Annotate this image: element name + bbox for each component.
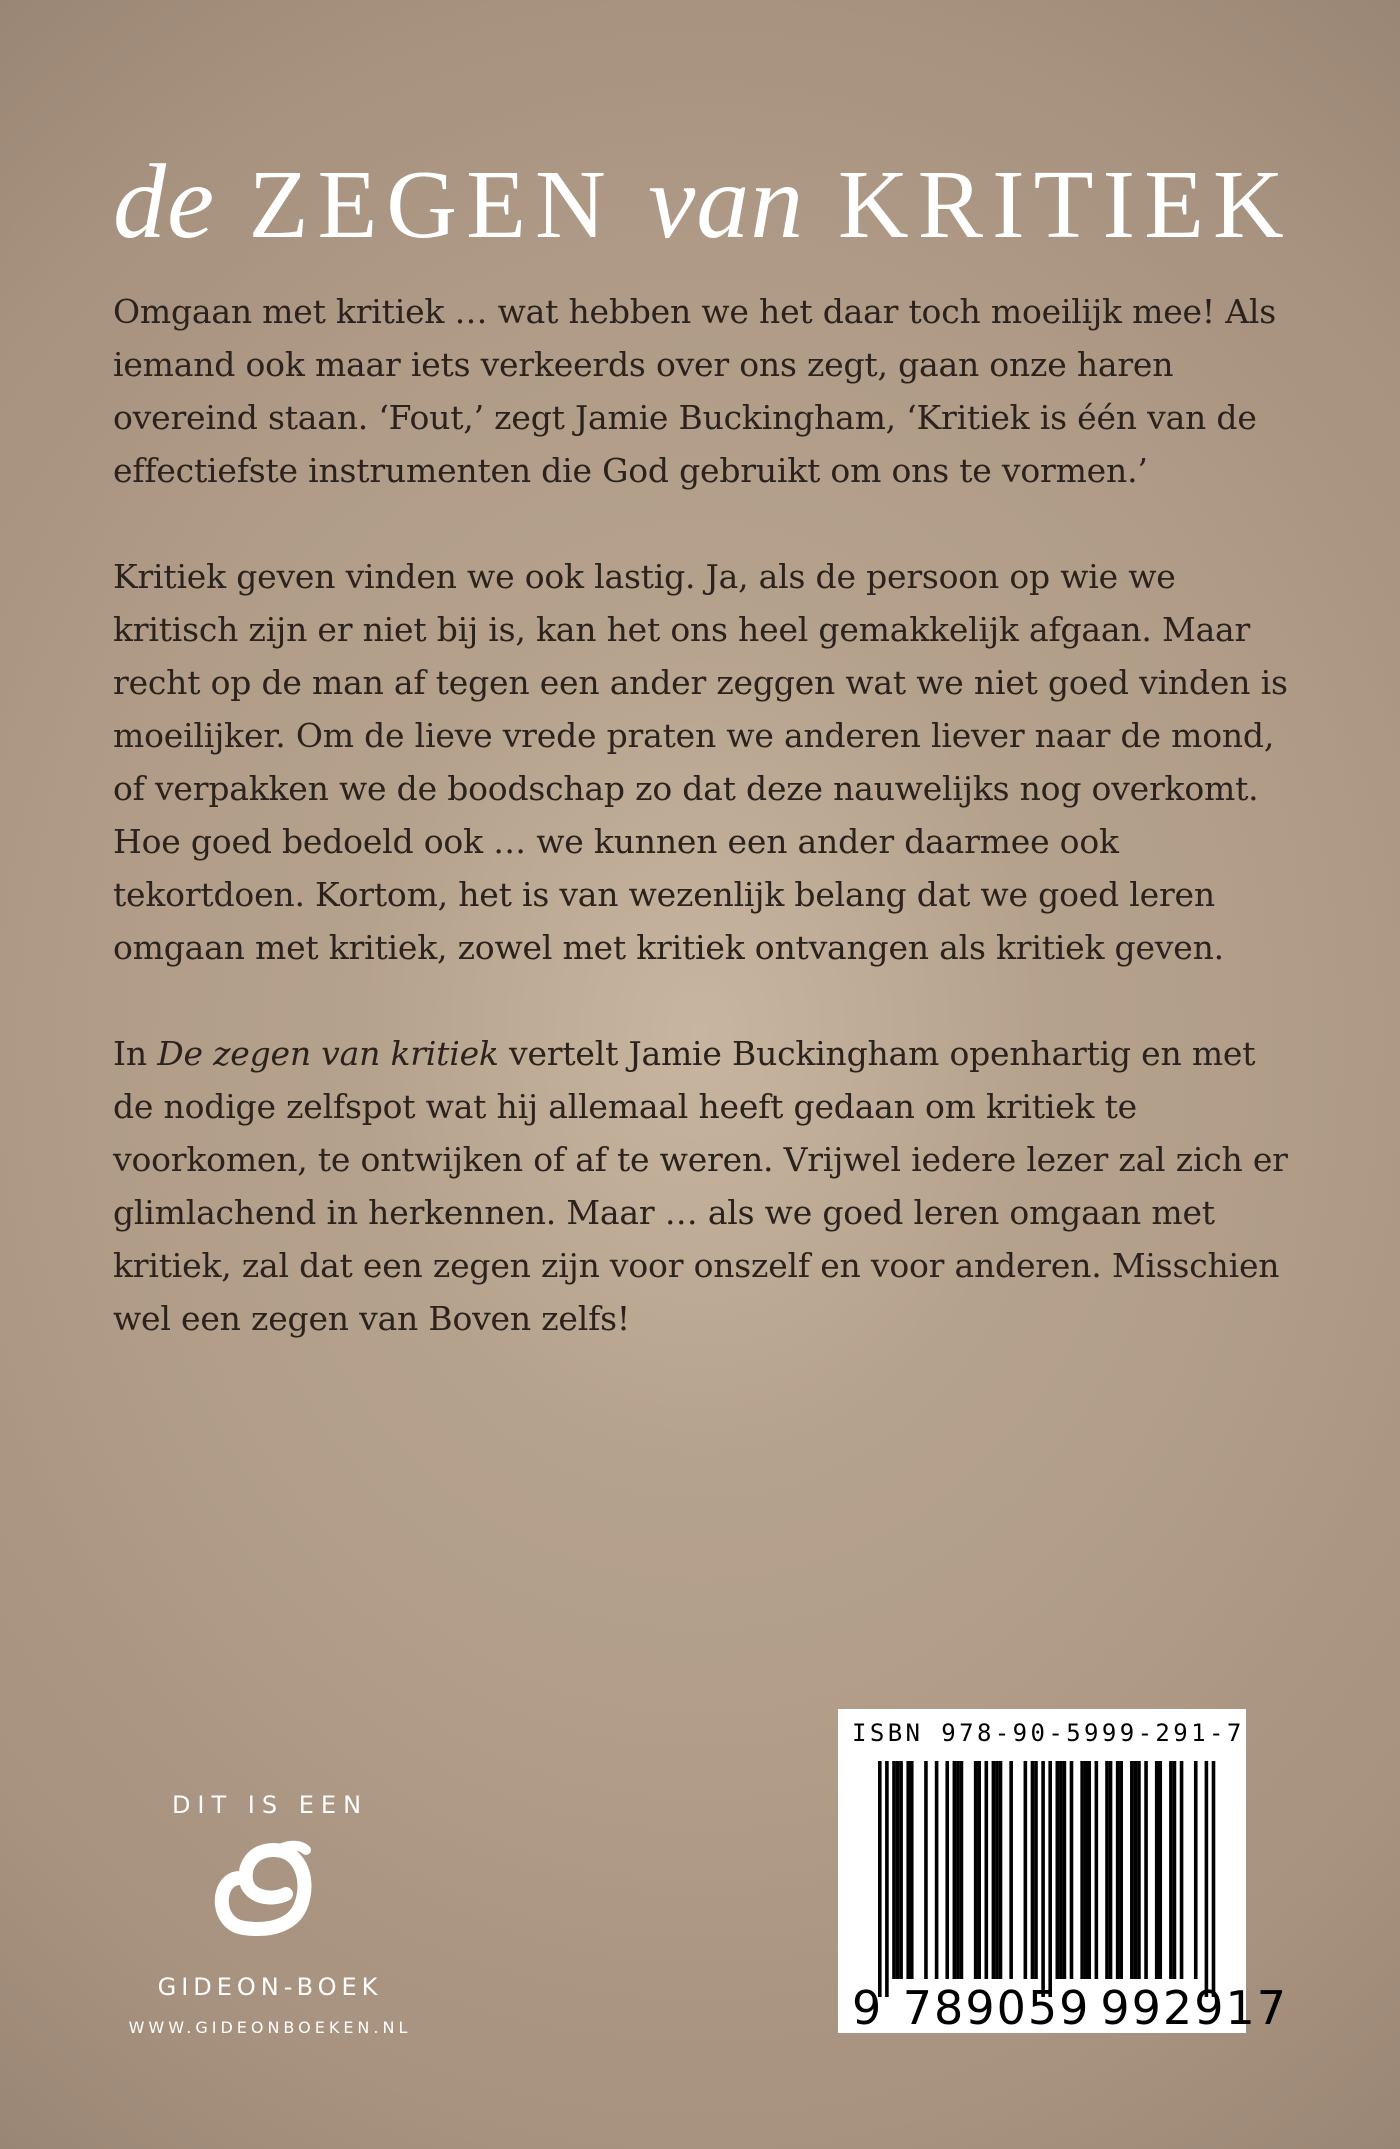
barcode-bar xyxy=(956,1761,960,1979)
blurb-paragraph-1: Omgaan met kritiek … wat hebben we het daar toch moeilijk mee! Als iemand ook maar iets verkeerds over ons zegt, gaan onze haren overeind staan. ‘Fout,’ zegt Jamie Buckingham, ‘Kritiek is één van de effectiefste instrumenten die God gebruikt om ons te vormen.’ xyxy=(113,292,1276,490)
barcode-bar xyxy=(992,1761,996,1979)
title-part-de: de xyxy=(113,143,216,260)
barcode-bar xyxy=(960,1761,964,1979)
barcode-bar xyxy=(935,1761,939,1979)
publisher-name: GIDEON-BOEK xyxy=(157,1973,383,2001)
barcode-bar xyxy=(1144,1761,1148,1979)
barcode-bar xyxy=(910,1761,914,1979)
gideon-g-logo-icon xyxy=(210,1840,330,1950)
barcode-bar xyxy=(1116,1761,1120,1979)
barcode-bar xyxy=(1056,1761,1060,1979)
barcode-bar xyxy=(1205,1761,1209,1997)
barcode-bar xyxy=(1212,1761,1216,1997)
barcode-bar xyxy=(1087,1761,1091,1979)
barcode-bar xyxy=(1024,1761,1028,1979)
barcode-bar xyxy=(1084,1761,1088,1979)
blurb xyxy=(113,285,1303,1398)
ean-digits xyxy=(852,1981,1288,2035)
barcode-bar xyxy=(1137,1761,1141,1979)
barcode-bar xyxy=(899,1761,903,1979)
title-part-kritiek: KRITIEK xyxy=(837,151,1293,259)
isbn-label: ISBN 978-90-5999-291-7 xyxy=(852,1719,1245,1747)
barcode-bar xyxy=(1158,1761,1162,1979)
barcode-bar xyxy=(1109,1761,1113,1979)
book-title-reference: De zegen van kritiek xyxy=(157,1034,499,1073)
ean-left-group: 789059 xyxy=(902,1981,1091,2035)
title-part-van: van xyxy=(648,143,805,260)
barcode-bar xyxy=(1041,1761,1045,1997)
barcode-bar xyxy=(1070,1761,1074,1979)
barcode-bar xyxy=(906,1761,910,1979)
barcode-bar xyxy=(999,1761,1003,1979)
blurb-paragraph-3 xyxy=(113,1027,1303,1345)
barcode-bar xyxy=(945,1761,949,1979)
barcode-bar xyxy=(1155,1761,1159,1979)
barcode-bar xyxy=(995,1761,999,1979)
barcode-bar xyxy=(1034,1761,1038,1979)
barcode-bar xyxy=(1130,1761,1134,1979)
barcode-bar xyxy=(977,1761,981,1979)
publisher-prefix: DIT IS EEN xyxy=(171,1791,369,1819)
barcode-bar xyxy=(1048,1761,1052,1997)
blurb-paragraph-2: Kritiek geven vinden we ook lastig. Ja, als de persoon op wie we kritisch zijn er niet bij is, kan het ons heel gemakkelijk afgaan. Maar recht op de man af tegen een ander zeggen wat we niet goed vinden is moeilijker. Om de lieve vrede praten we anderen liever naar de mond, of verpakken we de boodschap zo dat deze nauwelijks nog overkomt. Hoe goed bedoeld ook … we kunnen een ander daarmee ook tekortdoen. Kortom, het is van wezenlijk belang dat we goed leren omgaan met kritiek, zowel met kritiek ontvangen als kritiek geven. xyxy=(113,557,1288,967)
barcode-bar xyxy=(1169,1761,1173,1979)
barcode-bar xyxy=(1080,1761,1084,1979)
barcode-bar xyxy=(924,1761,928,1979)
barcode-bar xyxy=(1095,1761,1099,1979)
barcode-bar xyxy=(885,1761,889,1997)
barcode-bar xyxy=(1063,1761,1067,1979)
barcode-bar xyxy=(1119,1761,1123,1979)
ean-first-digit: 9 xyxy=(852,1981,881,2035)
title-part-zegen: ZEGEN xyxy=(248,151,615,259)
blurb-paragraph-3-rest: vertelt Jamie Buckingham openhartig en met de nodige zelfspot wat hij allemaal heeft gedaan om kritiek te voorkomen, te ontwijken of af te weren. Vrijwel iedere lezer zal zich er glimlachend in herkennen. Maar … als we goed leren omgaan met kritiek, zal dat een zegen zijn voor onszelf en voor anderen. Misschien wel een zegen van Boven zelfs! xyxy=(113,1034,1288,1338)
barcode-bar xyxy=(1009,1761,1013,1979)
ean-right-group: 992917 xyxy=(1100,1981,1288,2035)
barcode-bar xyxy=(896,1761,900,1979)
barcode-bar xyxy=(1194,1761,1198,1979)
barcode-bar xyxy=(1173,1761,1177,1979)
publisher-url: WWW.GIDEONBOEKEN.NL xyxy=(128,2018,412,2037)
barcode-bar xyxy=(1031,1761,1035,1979)
barcode-bar xyxy=(974,1761,978,1979)
barcode-bar xyxy=(1180,1761,1184,1979)
barcode-bar xyxy=(953,1761,957,1979)
barcode-bar xyxy=(985,1761,989,1979)
blurb-paragraph-3-lead: In xyxy=(113,1034,158,1073)
barcode-bar xyxy=(1059,1761,1063,1979)
book-title xyxy=(113,132,1313,275)
publisher-mark xyxy=(115,1790,425,2038)
barcode-bar xyxy=(892,1761,896,1979)
barcode-bar xyxy=(1105,1761,1109,1979)
barcode-bar xyxy=(1134,1761,1138,1979)
barcode-bar xyxy=(878,1761,882,1997)
isbn-barcode-box xyxy=(838,1709,1288,2035)
